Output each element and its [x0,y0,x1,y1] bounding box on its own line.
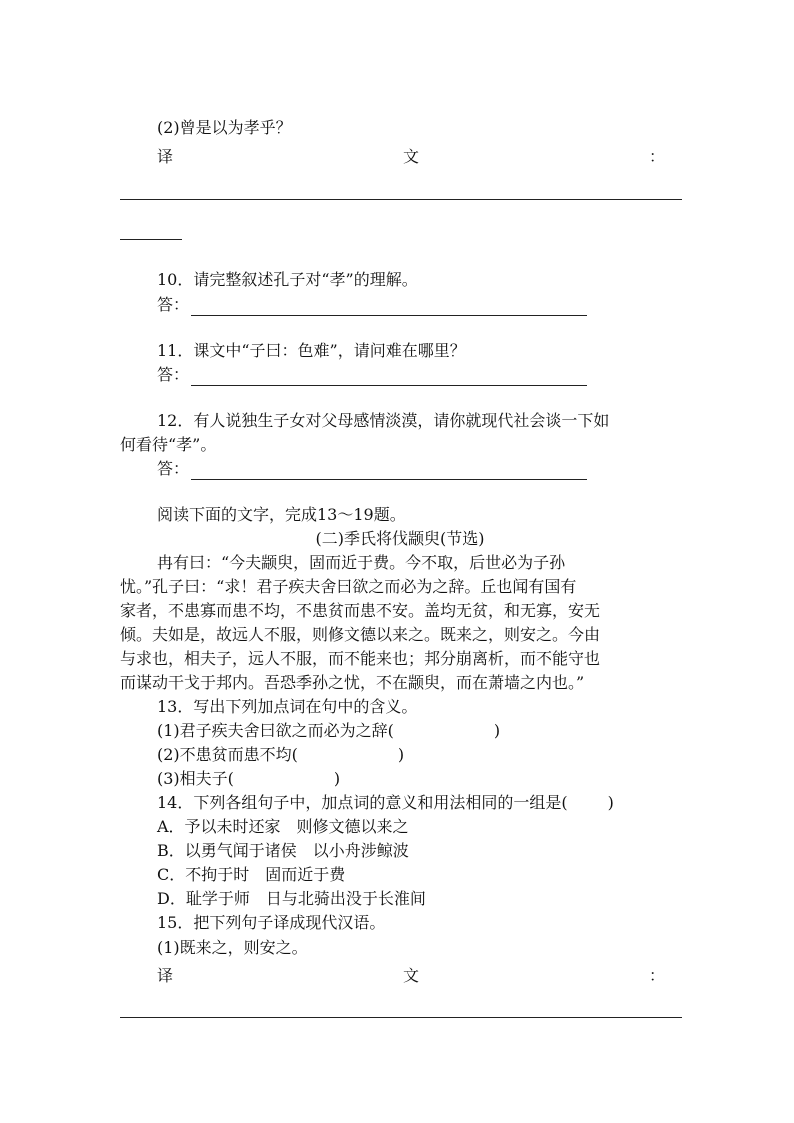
close-paren: ) [333,769,341,788]
passage-title: (二)季氏将伐颛臾(节选) [315,529,485,548]
answer-line-10[interactable] [191,297,587,316]
q14-text: 14．下列各组句子中，加点词的意义和用法相同的一组是( [157,793,568,812]
question-14 [157,792,717,814]
option-a: A．予以未时还家 则修文德以来之 [157,817,409,836]
answer-row-11 [157,364,717,386]
passage-line: 家者，不患寡而患不均，不患贫而患不安。盖均无贫，和无寡，安无 [120,601,601,620]
reading-instruction: 阅读下面的文字，完成13～19题。 [157,505,406,524]
answer-line-12[interactable] [191,461,587,480]
q13-item-text: (1)君子疾夫舍曰欲之而必为之辞( [157,721,394,740]
question-12-line-1: 12．有人说独生子女对父母感情淡漠，请你就现代社会谈一下如 [157,411,610,430]
passage-line: 冉有曰：“今夫颛臾，固而近于费。今不取，后世必为子孙 [157,553,566,572]
q15-item-1: (1)既来之，则安之。 [157,938,308,957]
q13-item-2 [157,744,717,766]
q13-item-3 [157,768,717,790]
translate-char-1: 译 [157,966,174,985]
close-paren: ) [607,793,614,812]
close-paren: ) [493,721,501,740]
question-13: 13．写出下列加点词在句中的含义。 [157,697,418,716]
answer-line-11[interactable] [191,367,587,386]
option-c: C．不拘于时 固而近于费 [157,865,346,884]
passage-line: 与求也，相夫子，远人不服，而不能来也；邦分崩离析，而不能守也 [120,649,601,668]
passage-line: 而谋动干戈于邦内。吾恐季孙之忧，不在颛臾，而在萧墙之内也。” [120,673,585,692]
translate-colon: ： [648,966,665,985]
translate-char-1: 译 [157,147,174,166]
answer-label: 答： [157,295,190,314]
translate-char-2: 文 [402,966,419,985]
translate-char-2: 文 [402,147,419,166]
question-12-line-2: 何看待“孝”。 [120,435,217,454]
option-b: B．以勇气闻于诸侯 以小舟涉鲸波 [157,841,409,860]
q13-item-text: (2)不患贫而患不均( [157,745,298,764]
close-paren: ) [397,745,405,764]
answer-label: 答： [157,365,190,384]
answer-rule-tail[interactable] [120,239,182,240]
answer-row-10 [157,294,717,316]
translate-colon: ： [648,147,665,166]
option-d: D．耻学于师 日与北骑出没于长淮间 [157,889,426,908]
q13-item-text: (3)相夫子( [157,769,234,788]
question-11: 11．课文中“子曰：色难”，请问难在哪里？ [157,341,466,360]
passage-line: 倾。夫如是，故远人不服，则修文德以来之。既来之，则安之。今由 [120,625,601,644]
answer-rule[interactable] [120,1017,682,1018]
answer-row-12 [157,458,717,480]
translation-label-row [157,146,665,168]
translation-label-row [157,965,665,987]
question-9-2: (2)曾是以为孝乎？ [157,118,292,137]
passage-line: 忧。”孔子曰：“求！君子疾夫舍曰欲之而必为之辞。丘也闻有国有 [120,577,577,596]
question-10: 10．请完整叙述孔子对“孝”的理解。 [157,270,418,289]
q13-item-1 [157,720,717,742]
answer-label: 答： [157,459,190,478]
answer-rule[interactable] [120,199,682,200]
question-15: 15．把下列句子译成现代汉语。 [157,913,386,932]
